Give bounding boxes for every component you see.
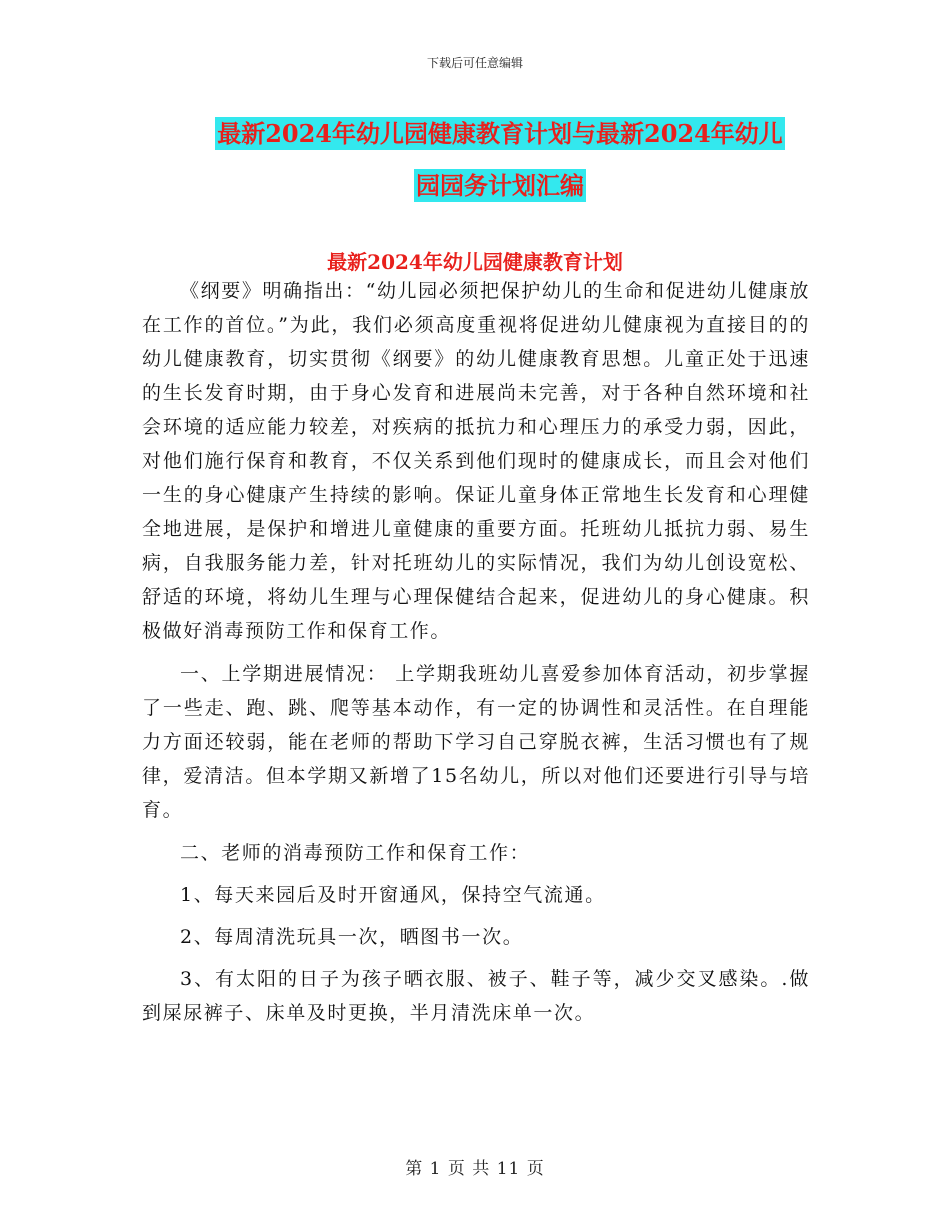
page-header-note: 下载后可任意编辑 xyxy=(426,56,523,70)
document-title xyxy=(190,108,810,212)
paragraph-section-two-heading: 二、老师的消毒预防工作和保育工作： xyxy=(180,842,531,864)
paragraph-intro: 《纲要》明确指出：“幼儿园必须把保护幼儿的生命和促进幼儿健康放在工作的首位。”为此，我们必须高度重视将促进幼儿健康视为直接目的的幼儿健康教育，切实贯彻《纲要》的幼儿健康教育思想。儿童正处于迅速的生长发育时期，由于身心发育和进展尚未完善，对于各种自然环境和社会环境的适应能力较差，对疾病的抵抗力和心理压力的承受力弱，因此，对他们施行保育和教育，不仅关系到他们现时的健康成长，而且会对他们一生的身心健康产生持续的影响。保证儿童身体正常地生长发育和心理健全地进展，是保护和增进儿童健康的重要方面。托班幼儿抵抗力弱、易生病，自我服务能力差，针对托班幼儿的实际情况，我们为幼儿创设宽松、舒适的环境，将幼儿生理与心理保健结合起来，促进幼儿的身心健康。积极做好消毒预防工作和保育工作。 xyxy=(142,280,810,642)
list-item-2: 2、每周清洗玩具一次，晒图书一次。 xyxy=(180,926,524,948)
section-title: 最新2024年幼儿园健康教育计划 xyxy=(327,250,623,274)
paragraph-last-semester: 一、上学期进展情况： 上学期我班幼儿喜爱参加体育活动，初步掌握了一些走、跑、跳、爬等基本动作，有一定的协调性和灵活性。在自理能力方面还较弱，能在老师的帮助下学习自己穿脱衣裤，生活习惯也有了规律，爱清洁。但本学期又新增了15名幼儿，所以对他们还要进行引导与培育。 xyxy=(142,663,810,821)
page-number-footer: 第 1 页 共 11 页 xyxy=(405,1159,545,1179)
document-title-line-1: 最新2024年幼儿园健康教育计划与最新2024年幼儿 xyxy=(217,119,783,148)
list-item-1: 1、每天来园后及时开窗通风，保持空气流通。 xyxy=(180,884,606,906)
document-title-line-2: 园园务计划汇编 xyxy=(416,171,584,200)
list-item-3: 3、有太阳的日子为孩子晒衣服、被子、鞋子等，减少交叉感染。.做到屎尿裤子、床单及时更换，半月清洗床单一次。 xyxy=(142,968,810,1024)
document-body xyxy=(142,274,810,1038)
